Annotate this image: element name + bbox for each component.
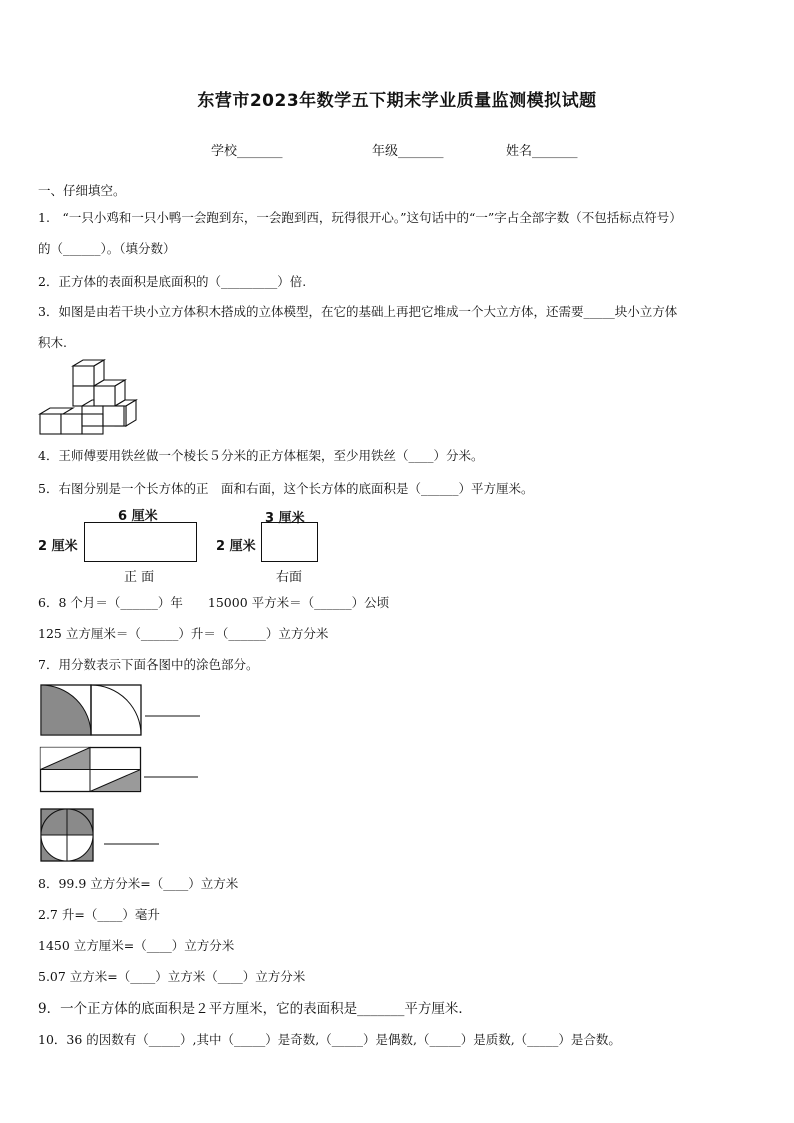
side-length-label: 3 厘米	[265, 511, 305, 526]
school-field[interactable]: 学校_______	[211, 144, 283, 159]
question-6-line-2: 125 立方厘米＝（______）升＝（______）立方分米	[38, 626, 329, 641]
question-8-line-2: 2.7 升=（____）毫升	[38, 907, 160, 922]
question-1-line-2: 的（______）。（填分数）	[38, 241, 176, 256]
question-7: 7．用分数表示下面各图中的涂色部分。	[38, 657, 259, 672]
question-10: 10．36 的因数有（_____）,其中（_____）是奇数,（_____）是偶数,（_____）是质数,（_____）是合数。	[38, 1032, 621, 1047]
question-8-line-4: 5.07 立方米=（____）立方米（____）立方分米	[38, 969, 306, 984]
side-view-caption: 右面	[276, 570, 303, 585]
question-8-line-1: 8．99.9 立方分米=（____）立方米	[38, 876, 239, 891]
cube-stack-figure	[40, 358, 140, 438]
front-view-caption: 正 面	[124, 570, 155, 585]
front-length-label: 6 厘米	[118, 509, 158, 524]
name-field[interactable]: 姓名_______	[506, 144, 578, 159]
page-title: 东营市2023年数学五下期末学业质量监测模拟试题	[197, 91, 597, 111]
front-height-label: 2 厘米	[38, 539, 78, 554]
front-view-rectangle	[84, 522, 197, 562]
question-3-line-1: 3．如图是由若干块小立方体积木搭成的立体模型，在它的基础上再把它堆成一个大立方体，还需要_____块小立方体	[38, 304, 678, 319]
question-4: 4．王师傅要用铁丝做一个棱长５分米的正方体框架，至少用铁丝（____）分米。	[38, 448, 484, 463]
question-2: 2．正方体的表面积是底面积的（_________）倍.	[38, 274, 307, 289]
fraction-figure-1	[40, 684, 205, 736]
question-8-line-3: 1450 立方厘米=（____）立方分米	[38, 938, 235, 953]
question-3-line-2: 积木.	[38, 335, 67, 350]
question-6-line-1: 6．8 个月＝（______）年 15000 平方米＝（______）公顷	[38, 595, 390, 610]
grade-field[interactable]: 年级_______	[372, 144, 444, 159]
fraction-figure-2	[40, 747, 200, 793]
question-9: 9．一个正方体的底面积是２平方厘米，它的表面积是_______平方厘米．	[38, 1001, 472, 1017]
section-heading: 一、仔细填空。	[38, 183, 126, 198]
question-5: 5．右图分别是一个长方体的正 面和右面，这个长方体的底面积是（______）平方厘米。	[38, 481, 534, 496]
side-view-rectangle	[261, 522, 318, 562]
question-1-line-1: 1. “一只小鸡和一只小鸭一会跑到东，一会跑到西，玩得很开心。”这句话中的“一”字占全部字数（不包括标点符号）	[38, 210, 682, 225]
side-height-label: 2 厘米	[216, 539, 256, 554]
fraction-figure-3	[40, 808, 165, 862]
